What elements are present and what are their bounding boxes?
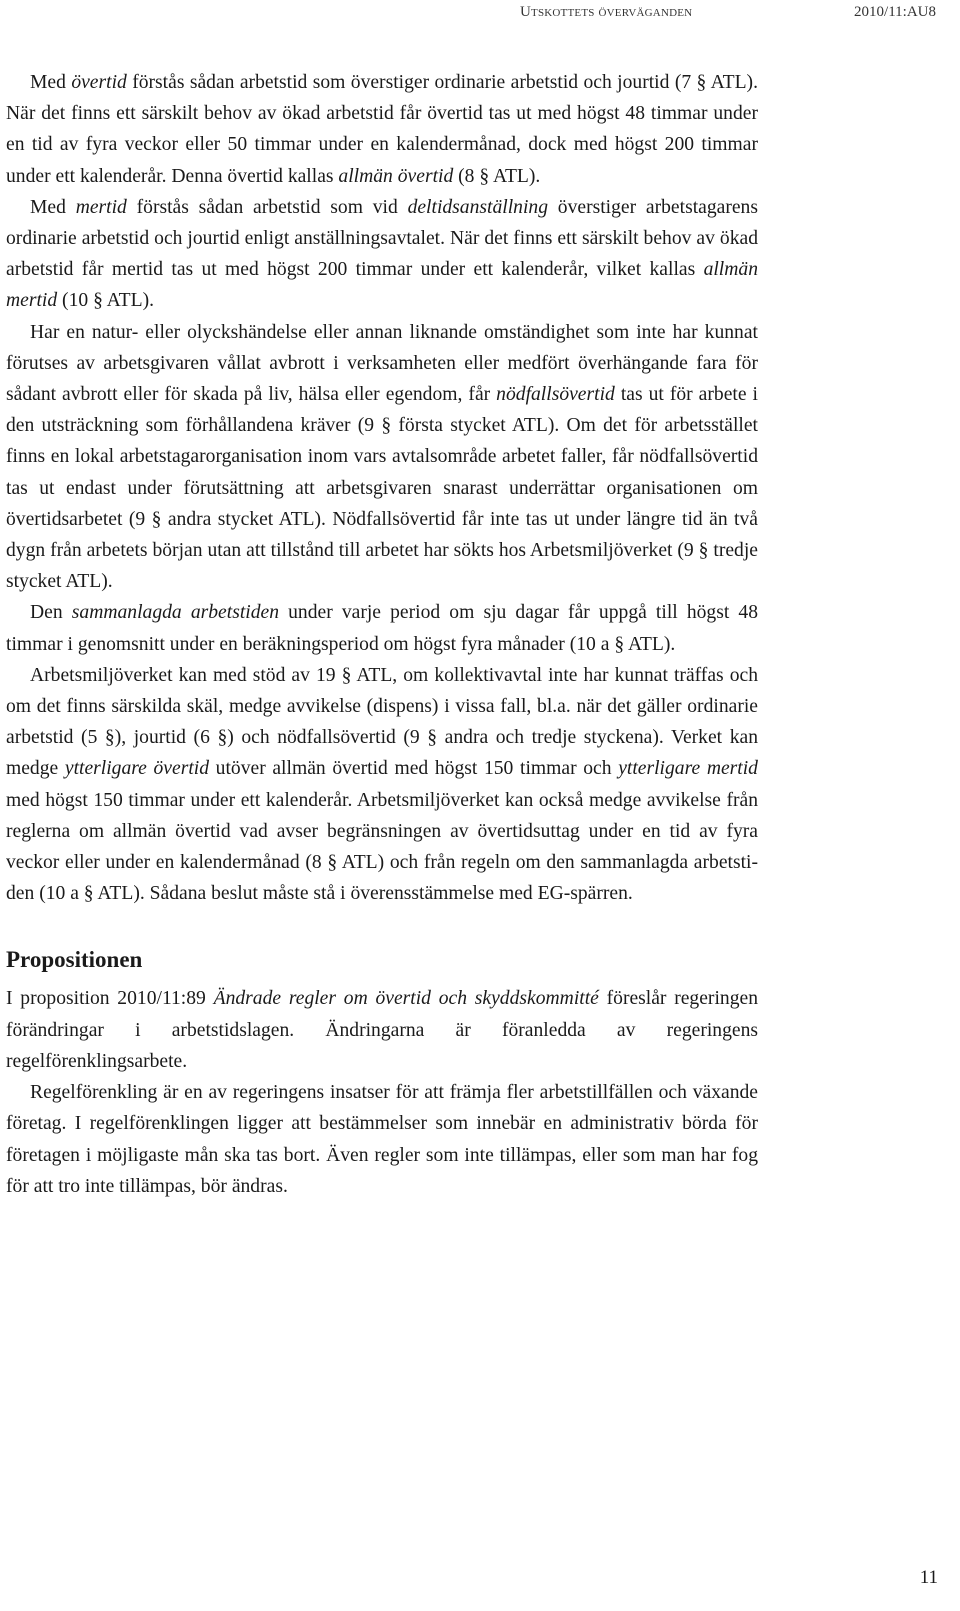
- text-run: Regelförenkling är en av regeringens insatser för att främja fler arbetstillfällen och växande företag. I regelförenklingen ligger att bestämmelser som innebär en administrativ börda för företagen i möjligaste mån ska tas bort. Även regler som inte tillämpas, eller som man har fog för att tro inte tillämpas, bör ändras.: [6, 1082, 758, 1197]
- text-run: utöver allmän övertid med högst 150 timmar och: [209, 758, 619, 780]
- paragraph: [6, 660, 758, 910]
- body-text: [6, 67, 758, 1202]
- page-number: 11: [919, 1567, 938, 1588]
- emphasis-term: allmän övertid: [338, 165, 454, 187]
- text-run: Med: [30, 72, 72, 93]
- emphasis-term: övertid: [71, 72, 127, 93]
- paragraph: [6, 317, 758, 598]
- emphasis-term: sammanlagda arbetstiden: [71, 602, 279, 624]
- text-run: överstiger arbetstagarens ordinarie arbetstid och jourtid enligt anställningsavtalet. När det finns ett särskilt behov av ökad arbetstid får mertid tas ut med högst 200 timmar under ett kalenderår, vilket kallas: [6, 196, 758, 281]
- main-paragraphs: [6, 67, 758, 909]
- paragraph: [6, 983, 758, 1077]
- text-run: (8 § ATL).: [453, 165, 541, 187]
- paragraph: [6, 1077, 758, 1202]
- text-run: under varje period om sju dagar får uppgå till högst 48 timmar i genomsnitt under en beräkningsperiod om högst fyra månader (10 a § ATL).: [6, 602, 758, 655]
- text-run: förstås sådan arbetstid som vid: [126, 196, 408, 218]
- emphasis-term: ytterligare mertid: [618, 758, 758, 780]
- section-heading: Propositionen: [6, 947, 143, 973]
- emphasis-term: ytterligare övertid: [64, 758, 210, 780]
- text-run: Den: [30, 602, 72, 624]
- running-header: [520, 1, 936, 23]
- text-run: Med: [30, 196, 76, 218]
- text-run: Arbetsmiljöverket kan med stöd av 19 § ATL, om kollektivavtal inte har kunnat träffas och om det finns särskilda skäl, medge avvikelse (dispens) i vissa fall, bl.a. när det gäller ordinarie arbetstid (5 §), jourtid (6 §) och nödfallsövertid (9 § andra och tredje styckena). Verket kan medge: [6, 664, 758, 780]
- text-run: tas ut för arbete i den utsträckning som förhållandena kräver (9 § första stycket ATL). Om det för arbetsstället finns en lokal arbetstagarorganisation inom vars avtalsområde arbetet faller, får nödfallsövertid tas ut endast under förutsättning att arbetsgivaren snarast underrättar organisationen om övertidsarbetet (9 § andra stycket ATL). Nödfallsövertid får inte tas ut under längre tid än två dygn från arbetets början utan att tillstånd till arbetet har sökts hos Arbetsmiljöverket (9 § tredje stycket ATL).: [6, 384, 758, 593]
- text-run: (10 § ATL).: [57, 290, 155, 312]
- text-run: I proposition 2010/11:89: [6, 988, 214, 1010]
- emphasis-term: allmän mertid: [6, 259, 758, 312]
- paragraph: [6, 67, 758, 192]
- emphasis-term: mertid: [75, 196, 127, 218]
- text-run: förstås sådan arbetstid som överstiger ordinarie arbetstid och jourtid (7 § ATL). När det finns ett särskilt behov av ökad arbetstid får övertid tas ut med högst 48 timmar under en tid av fyra veckor eller 50 timmar under en kalendermånad, dock med högst 200 timmar under ett kalenderår. Denna övertid kallas: [6, 72, 758, 187]
- emphasis-term: Ändrade regler om övertid och skyddskommitté: [213, 988, 599, 1010]
- paragraph: [6, 597, 758, 659]
- text-run: föreslår regeringen förändringar i arbetstidslagen. Ändringarna är föranledda av regeringens regelförenklingsarbete.: [6, 988, 758, 1072]
- text-run: med högst 150 timmar under ett kalenderår. Arbetsmiljöverket kan också medge avvikelse från reglerna om allmän övertid vad avser begränsningen av övertidsuttag under en tid av fyra veckor eller under en kalendermånad (8 § ATL) och från regeln om den sammanlagda arbetstiden (10 a § ATL). Sådana beslut måste stå i överensstämmelse med EG-spärren.: [6, 789, 758, 905]
- running-header-section: Utskottets överväganden: [520, 4, 693, 20]
- paragraph: [6, 192, 758, 317]
- text-run: Har en natur- eller olyckshändelse eller annan liknande omständighet som inte har kunnat förutses av arbetsgivaren vållat avbrott i verksamheten eller medfört överhängande fara för sådant avbrott eller för skada på liv, hälsa eller egendom, får: [6, 321, 758, 406]
- emphasis-term: nödfallsövertid: [496, 384, 615, 406]
- section-paragraphs: [6, 983, 758, 1201]
- running-header-report-id: 2010/11:AU8: [854, 4, 936, 20]
- emphasis-term: deltidsanställning: [407, 196, 548, 218]
